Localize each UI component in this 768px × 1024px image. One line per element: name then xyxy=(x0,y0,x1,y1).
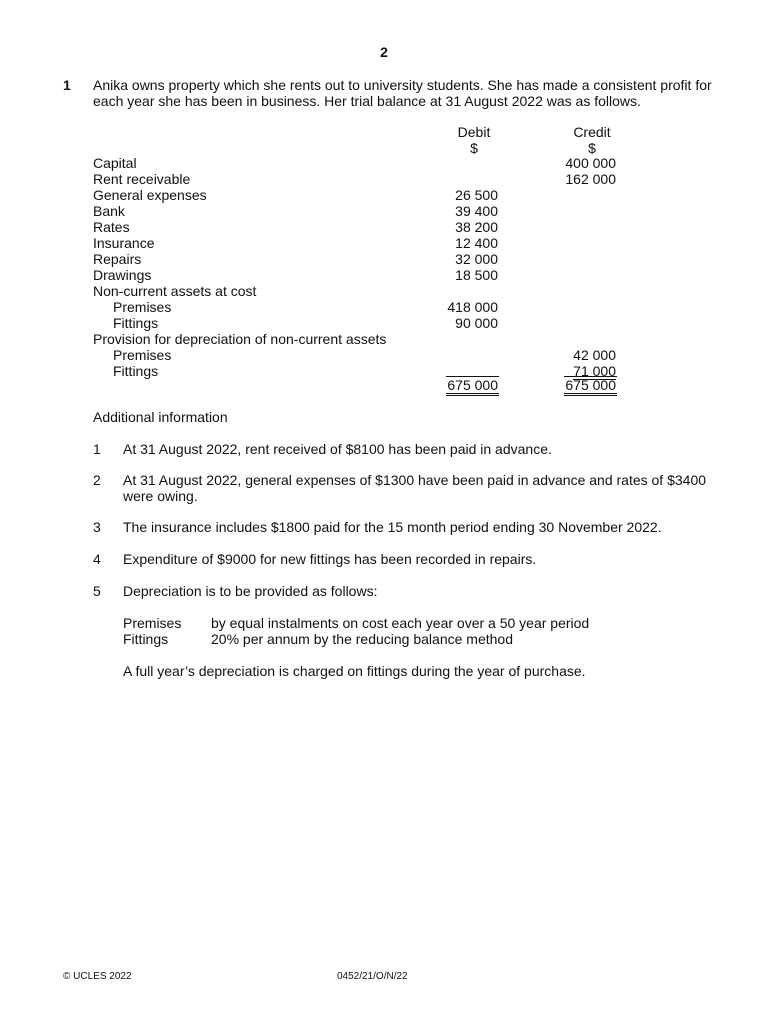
table-row xyxy=(93,219,623,235)
debit-unit: $ xyxy=(470,140,478,156)
row-label: Rent receivable xyxy=(93,171,191,187)
note-text: At 31 August 2022, rent received of $8100 has been paid in advance. xyxy=(123,441,552,457)
debit-value: 90 000 xyxy=(455,315,498,331)
row-label: Provision for depreciation of non-current assets xyxy=(93,331,387,347)
note-number: 2 xyxy=(93,472,101,488)
table-row xyxy=(93,299,623,315)
credit-header: Credit xyxy=(573,124,611,140)
question-number: 1 xyxy=(63,77,71,93)
row-label: Capital xyxy=(93,155,137,171)
row-label: Insurance xyxy=(93,235,155,251)
debit-value: 38 200 xyxy=(455,219,498,235)
debit-value: 18 500 xyxy=(455,267,498,283)
row-label: Repairs xyxy=(93,251,142,267)
debit-value: 39 400 xyxy=(455,203,498,219)
table-row xyxy=(93,171,623,187)
note-number: 4 xyxy=(93,551,101,567)
row-label: Premises xyxy=(113,347,172,363)
note-number: 3 xyxy=(93,519,101,535)
row-label: Fittings xyxy=(113,315,159,331)
note-number: 1 xyxy=(93,441,101,457)
credit-value: 162 000 xyxy=(565,171,616,187)
debit-total: 675 000 xyxy=(446,376,499,396)
credit-value: 42 000 xyxy=(573,347,616,363)
row-label: Fittings xyxy=(113,363,159,379)
footer-copyright: © UCLES 2022 xyxy=(63,971,132,982)
debit-header: Debit xyxy=(457,124,491,140)
credit-unit: $ xyxy=(588,140,596,156)
question-intro: Anika owns property which she rents out to university students. She has made a consistent profit for each year she has been in business. Her trial balance at 31 August 2022 was as follows. xyxy=(93,77,712,109)
row-label: General expenses xyxy=(93,187,207,203)
debit-value: 12 400 xyxy=(455,235,498,251)
table-row xyxy=(93,203,623,219)
credit-value: 71 000 xyxy=(573,363,616,379)
row-label: Drawings xyxy=(93,267,152,283)
depreciation-asset: Premises xyxy=(123,615,182,631)
table-row xyxy=(93,155,623,171)
credit-value: 400 000 xyxy=(565,155,616,171)
note-text: The insurance includes $1800 paid for the 15 month period ending 30 November 2022. xyxy=(123,519,662,535)
additional-information-heading: Additional information xyxy=(93,409,228,425)
debit-value: 32 000 xyxy=(455,251,498,267)
depreciation-asset: Fittings xyxy=(123,631,169,647)
footer-code: 0452/21/O/N/22 xyxy=(337,971,408,982)
debit-value: 26 500 xyxy=(455,187,498,203)
depreciation-method: by equal instalments on cost each year over a 50 year period xyxy=(211,615,590,631)
debit-value: 418 000 xyxy=(447,299,498,315)
table-row xyxy=(93,235,623,251)
depreciation-method: 20% per annum by the reducing balance method xyxy=(211,631,513,647)
row-label: Premises xyxy=(113,299,172,315)
depreciation-note: A full year’s depreciation is charged on fittings during the year of purchase. xyxy=(123,663,586,679)
note-number: 5 xyxy=(93,583,101,599)
table-row xyxy=(93,315,623,331)
table-row xyxy=(93,347,623,363)
note-text: At 31 August 2022, general expenses of $1300 have been paid in advance and rates of $3400 were owing. xyxy=(123,472,707,504)
table-row xyxy=(93,331,623,347)
credit-total: 675 000 xyxy=(564,376,617,396)
row-label: Bank xyxy=(93,203,125,219)
table-row xyxy=(93,363,623,379)
table-row xyxy=(93,283,623,299)
table-row xyxy=(93,251,623,267)
row-label: Rates xyxy=(93,219,130,235)
page-number: 2 xyxy=(380,44,388,60)
note-text: Expenditure of $9000 for new fittings has been recorded in repairs. xyxy=(123,551,537,567)
note-text: Depreciation is to be provided as follows: xyxy=(123,583,378,599)
row-label: Non-current assets at cost xyxy=(93,283,257,299)
table-row xyxy=(93,267,623,283)
table-row xyxy=(93,187,623,203)
